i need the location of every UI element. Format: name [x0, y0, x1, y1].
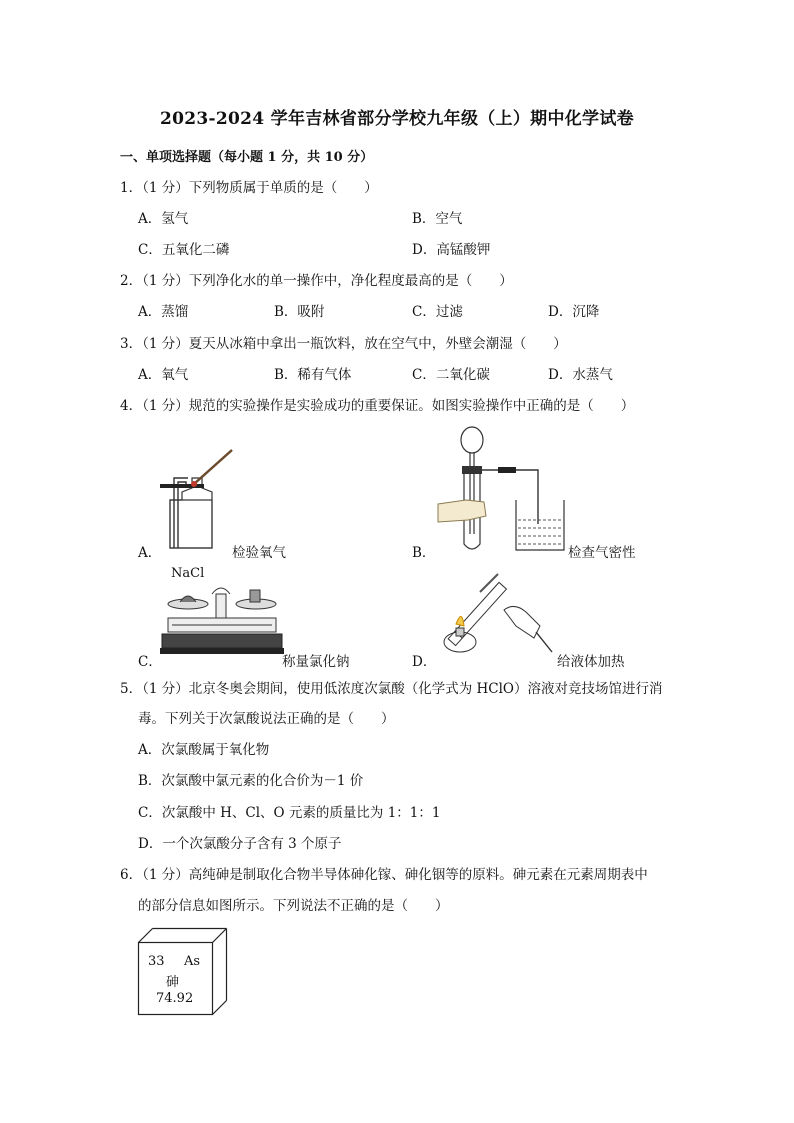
question-3-stem: 3．（1 分）夏天从冰箱中拿出一瓶饮料，放在空气中，外壁会潮湿（ ）	[120, 336, 567, 352]
q4-option-a[interactable]: A．	[138, 545, 162, 561]
q2-option-a[interactable]: A．蒸馏	[138, 304, 189, 320]
airtightness-check-diagram	[438, 424, 578, 554]
question-6-stem-line2: 的部分信息如图所示。下列说法不正确的是（ ）	[138, 898, 449, 914]
q1-option-c[interactable]: C．五氧化二磷	[138, 242, 230, 258]
element-atomic-number: 33	[148, 954, 165, 969]
question-4-stem: 4．（1 分）规范的实验操作是实验成功的重要保证。如图实验操作中正确的是（ ）	[120, 398, 635, 414]
q4-caption-a: 检验氧气	[232, 545, 286, 561]
element-name: 砷	[166, 975, 180, 990]
question-1-stem: 1．（1 分）下列物质属于单质的是（ ）	[120, 180, 378, 196]
q2-option-c[interactable]: C．过滤	[412, 304, 463, 320]
q3-option-b[interactable]: B．稀有气体	[274, 367, 352, 383]
nacl-label: NaCl	[171, 566, 205, 581]
question-6-stem-line1: 6．（1 分）高纯砷是制取化合物半导体砷化镓、砷化铟等的原料。砷元素在元素周期表中	[120, 867, 648, 883]
q4-option-b[interactable]: B．	[412, 545, 436, 561]
q3-option-c[interactable]: C．二氧化碳	[412, 367, 490, 383]
page-title: 2023-2024 学年吉林省部分学校九年级（上）期中化学试卷	[160, 109, 634, 129]
q4-caption-b: 检查气密性	[568, 545, 636, 561]
q1-option-d[interactable]: D．高锰酸钾	[412, 242, 491, 258]
balance-diagram	[160, 582, 284, 662]
q4-caption-c: 称量氯化钠	[282, 654, 350, 670]
q5-option-c[interactable]: C．次氯酸中 H、Cl、O 元素的质量比为 1：1：1	[138, 805, 441, 821]
question-5-stem-line2: 毒。下列关于次氯酸说法正确的是（ ）	[138, 711, 395, 727]
q3-option-a[interactable]: A．氧气	[138, 367, 189, 383]
element-symbol: As	[184, 954, 201, 969]
q5-option-a[interactable]: A．次氯酸属于氧化物	[138, 742, 270, 758]
q4-option-c[interactable]: C．	[138, 654, 162, 670]
element-atomic-mass: 74.92	[156, 991, 194, 1006]
q5-option-d[interactable]: D．一个次氯酸分子含有 3 个原子	[138, 836, 342, 852]
question-5-stem-line1: 5．（1 分）北京冬奥会期间，使用低浓度次氯酸（化学式为 HClO）溶液对竞技场馆进行消	[120, 681, 663, 697]
q5-option-b[interactable]: B．次氯酸中氯元素的化合价为－1 价	[138, 773, 364, 789]
q2-option-d[interactable]: D．沉降	[548, 304, 600, 320]
q4-caption-d: 给液体加热	[557, 654, 625, 670]
liquid-heating-diagram	[436, 566, 556, 668]
q2-option-b[interactable]: B．吸附	[274, 304, 325, 320]
section-heading: 一、单项选择题（每小题 1 分，共 10 分）	[120, 150, 374, 165]
q1-option-a[interactable]: A．氢气	[138, 211, 189, 227]
q1-option-b[interactable]: B．空气	[412, 211, 463, 227]
q4-option-d[interactable]: D．	[412, 654, 437, 670]
question-2-stem: 2．（1 分）下列净化水的单一操作中，净化程度最高的是（ ）	[120, 273, 513, 289]
q3-option-d[interactable]: D．水蒸气	[548, 367, 613, 383]
oxygen-test-diagram	[160, 448, 240, 554]
